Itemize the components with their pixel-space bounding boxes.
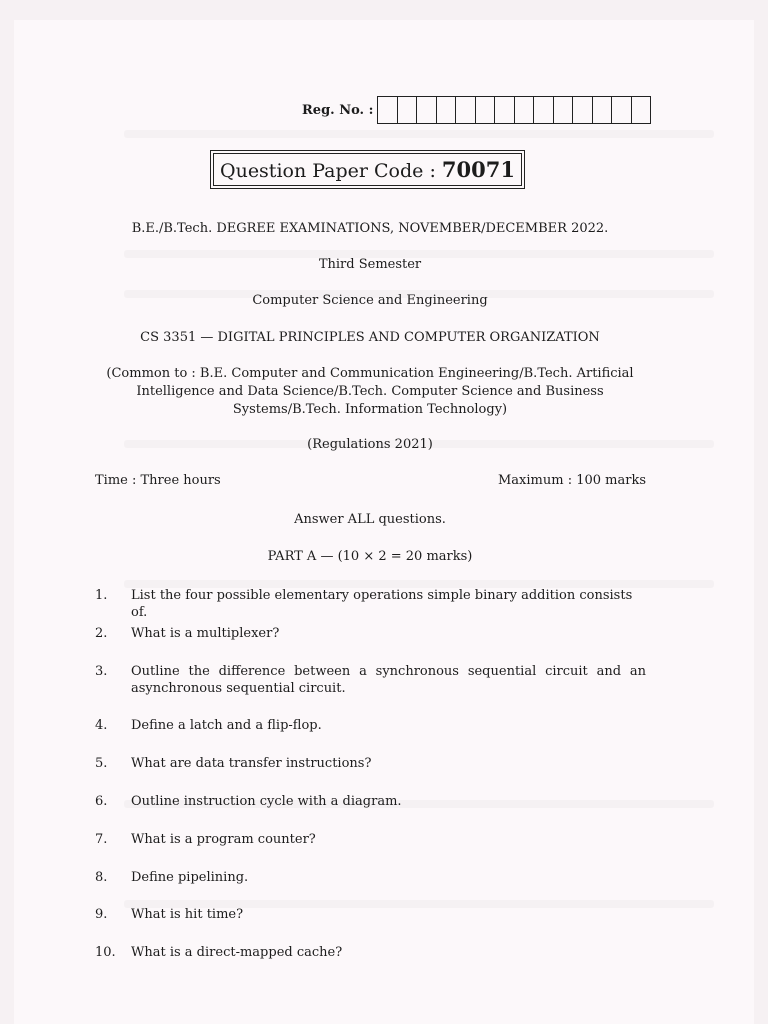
reg-no-label: Reg. No. : [302,102,374,118]
question-number: 3. [95,664,108,679]
question-text: Outline the difference between a synchronous sequential circuit and an asynchronous sequential circuit. [131,664,646,696]
common-to-line-2: Intelligence and Data Science/B.Tech. Computer Science and Business [136,384,604,399]
regulations: (Regulations 2021) [307,437,433,452]
question-paper-code-value: 70071 [441,157,515,182]
question-paper-code-box [210,150,525,189]
reg-no-box [593,97,613,123]
reg-no-box [378,97,398,123]
question-number: 1. [95,588,108,603]
reg-no-box [476,97,496,123]
time-allowed: Time : Three hours [95,473,221,488]
reg-no-box [612,97,632,123]
bleed-through [124,130,714,138]
reg-no-box [554,97,574,123]
reg-no-box [417,97,437,123]
reg-no-box [534,97,554,123]
common-to-line-3: Systems/B.Tech. Information Technology) [232,402,508,417]
question-number: 10. [95,945,116,960]
question-paper-code-label: Question Paper Code : [220,160,436,182]
reg-no-box [437,97,457,123]
reg-no-boxes [377,96,651,124]
question-text: What is a direct-mapped cache? [131,945,343,960]
course-title: CS 3351 — DIGITAL PRINCIPLES AND COMPUTER ORGANIZATION [140,330,600,345]
question-number: 5. [95,756,108,771]
question-number: 6. [95,794,108,809]
reg-no-box [456,97,476,123]
maximum-marks: Maximum : 100 marks [497,473,646,488]
common-to-line-1: (Common to : B.E. Computer and Communication Engineering/B.Tech. Artificial [106,366,634,381]
question-text: What is a multiplexer? [131,626,280,641]
reg-no-box [398,97,418,123]
question-number: 9. [95,907,108,922]
part-heading: PART A — (10 × 2 = 20 marks) [267,549,473,564]
reg-no-box [632,97,651,123]
question-text: Define a latch and a flip-flop. [131,718,322,733]
question-text: List the four possible elementary operations simple binary addition consists of. [131,588,633,620]
question-text: Outline instruction cycle with a diagram. [131,794,402,809]
question-paper-code [213,153,522,186]
question-number: 8. [95,870,108,885]
question-text: Define pipelining. [131,870,249,885]
question-text: What are data transfer instructions? [131,756,372,771]
exam-title: B.E./B.Tech. DEGREE EXAMINATIONS, NOVEMBER/DECEMBER 2022. [131,221,609,236]
instruction: Answer ALL questions. [294,512,446,527]
question-text: What is hit time? [131,907,244,922]
reg-no-box [495,97,515,123]
reg-no [302,96,651,124]
reg-no-box [573,97,593,123]
department: Computer Science and Engineering [252,293,488,308]
semester: Third Semester [318,257,422,272]
question-number: 4. [95,718,108,733]
reg-no-box [515,97,535,123]
question-number: 2. [95,626,108,641]
question-number: 7. [95,832,108,847]
question-text: What is a program counter? [131,832,316,847]
